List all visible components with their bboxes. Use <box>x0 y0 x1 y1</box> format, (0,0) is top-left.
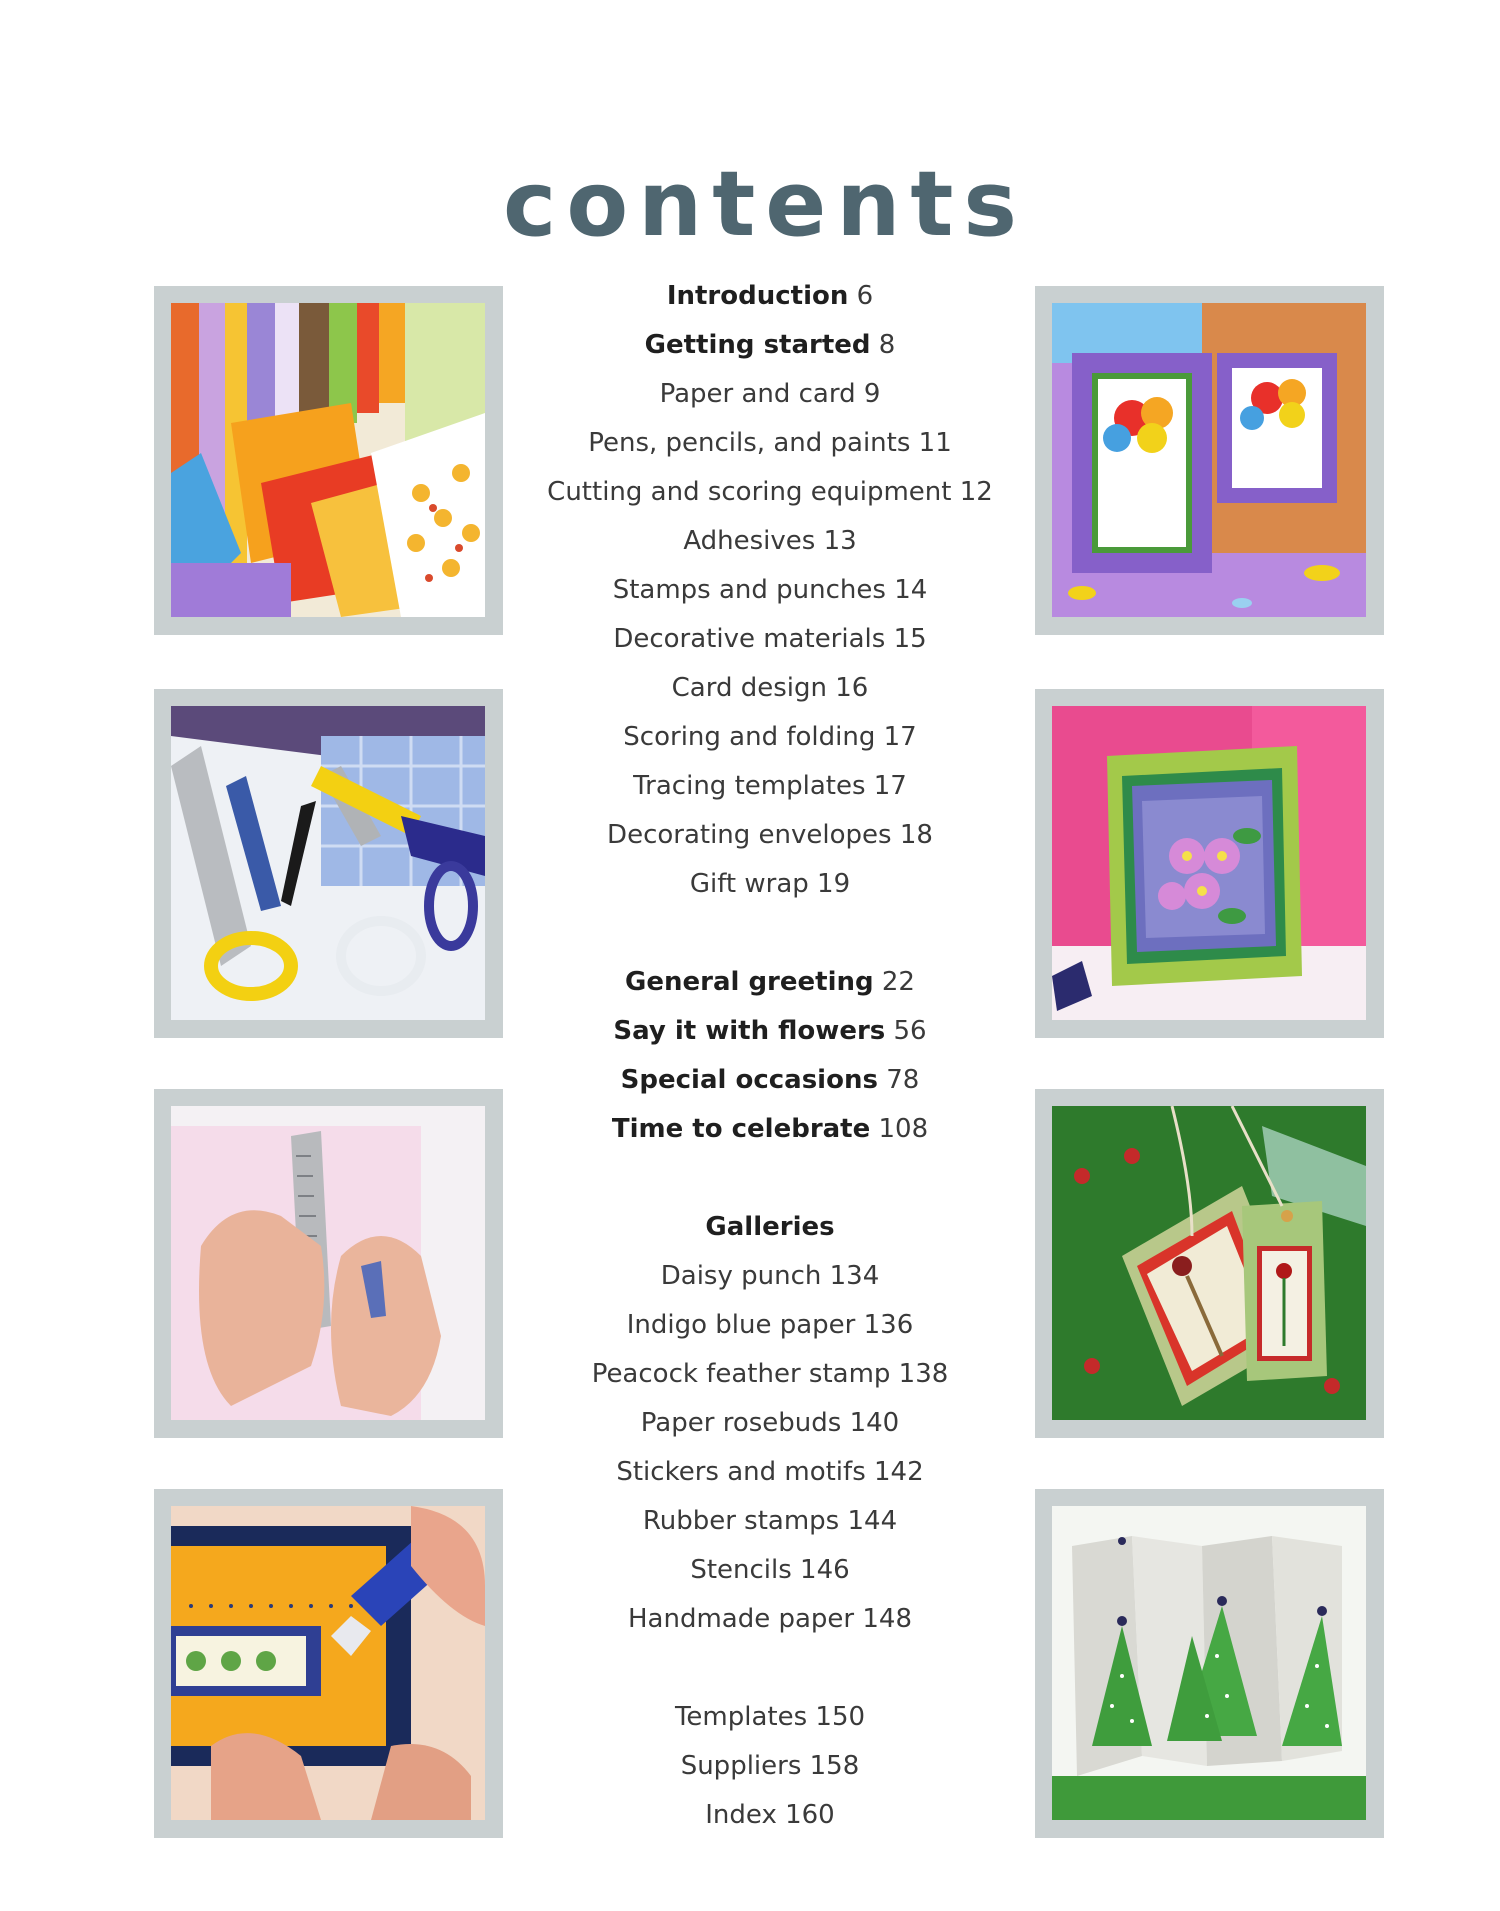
toc-entry-adhesives <box>540 517 1000 566</box>
scoring-hands-image <box>171 1106 485 1420</box>
toc-entry-title: Gift wrap <box>689 869 809 899</box>
toc-entry-page: 56 <box>893 1016 927 1046</box>
toc-entry-page: 144 <box>847 1506 898 1536</box>
toc-entry-page: 9 <box>863 379 881 409</box>
toc-gallery-daisy-punch <box>540 1252 1000 1301</box>
section-gap <box>540 1154 1000 1203</box>
toc-entry-title: Stickers and motifs <box>616 1457 866 1487</box>
toc-entry-title: General greeting <box>625 967 874 997</box>
photo-cutting-tools <box>154 689 503 1038</box>
photo-gluing-card <box>154 1489 503 1838</box>
toc-entry-page: 6 <box>856 281 874 311</box>
toc-entry-page: 22 <box>881 967 915 997</box>
photo-colored-papers <box>154 286 503 635</box>
rose-tags-image <box>1052 1106 1366 1420</box>
toc-entry-introduction <box>540 272 1000 321</box>
galleries-heading: Galleries <box>705 1212 835 1242</box>
toc-gallery-indigo-blue-paper <box>540 1301 1000 1350</box>
photo-balloon-cards <box>1035 286 1384 635</box>
toc-entry-page: 17 <box>883 722 917 752</box>
table-of-contents <box>540 272 1000 1840</box>
toc-entry-title: Peacock feather stamp <box>591 1359 891 1389</box>
toc-entry-page: 12 <box>959 477 993 507</box>
toc-gallery-handmade-paper <box>540 1595 1000 1644</box>
toc-entry-page: 134 <box>829 1261 880 1291</box>
toc-entry-title: Suppliers <box>680 1751 802 1781</box>
section-gap <box>540 1644 1000 1693</box>
toc-back-suppliers <box>540 1742 1000 1791</box>
toc-entry-decorating-envelopes <box>540 811 1000 860</box>
toc-entry-title: Paper rosebuds <box>640 1408 842 1438</box>
toc-entry-title: Introduction <box>666 281 849 311</box>
christmas-tree-card-image <box>1052 1506 1366 1820</box>
toc-entry-title: Tracing templates <box>633 771 866 801</box>
toc-entry-title: Pens, pencils, and paints <box>588 428 911 458</box>
toc-chapter-special-occasions <box>540 1056 1000 1105</box>
toc-entry-title: Daisy punch <box>660 1261 822 1291</box>
toc-entry-title: Templates <box>674 1702 808 1732</box>
toc-entry-title: Getting started <box>644 330 871 360</box>
toc-entry-title: Handmade paper <box>627 1604 855 1634</box>
photo-rose-tags <box>1035 1089 1384 1438</box>
flower-card-image <box>1052 706 1366 1020</box>
toc-entry-page: 146 <box>800 1555 850 1585</box>
toc-entry-page: 148 <box>862 1604 913 1634</box>
toc-back-templates <box>540 1693 1000 1742</box>
colored-papers-image <box>171 303 485 617</box>
toc-entry-page: 17 <box>873 771 907 801</box>
toc-entry-page: 150 <box>815 1702 866 1732</box>
toc-chapter-say-it-with-flowers <box>540 1007 1000 1056</box>
toc-entry-page: 11 <box>918 428 952 458</box>
toc-entry-tracing-templates <box>540 762 1000 811</box>
cutting-tools-image <box>171 706 485 1020</box>
toc-entry-page: 8 <box>878 330 896 360</box>
toc-entry-page: 142 <box>874 1457 924 1487</box>
page-title: contents <box>503 152 1027 258</box>
toc-gallery-rubber-stamps <box>540 1497 1000 1546</box>
toc-entry-page: 158 <box>809 1751 860 1781</box>
toc-entry-page: 13 <box>823 526 857 556</box>
toc-back-index <box>540 1791 1000 1840</box>
photo-christmas-tree-card <box>1035 1489 1384 1838</box>
toc-entry-cutting-scoring <box>540 468 1000 517</box>
toc-entry-title: Decorating envelopes <box>607 820 892 850</box>
toc-entry-title: Card design <box>671 673 827 703</box>
toc-entry-title: Scoring and folding <box>623 722 876 752</box>
toc-gallery-peacock-feather-stamp <box>540 1350 1000 1399</box>
toc-entry-page: 18 <box>899 820 933 850</box>
toc-entry-page: 138 <box>898 1359 949 1389</box>
toc-entry-title: Say it with flowers <box>613 1016 886 1046</box>
toc-entry-scoring-folding <box>540 713 1000 762</box>
toc-entry-decorative-materials <box>540 615 1000 664</box>
toc-entry-page: 78 <box>886 1065 920 1095</box>
toc-entry-page: 14 <box>894 575 928 605</box>
gluing-card-image <box>171 1506 485 1820</box>
toc-entry-title: Paper and card <box>659 379 856 409</box>
toc-entry-stamps-punches <box>540 566 1000 615</box>
balloon-cards-image <box>1052 303 1366 617</box>
toc-entry-title: Stamps and punches <box>612 575 886 605</box>
toc-entry-paper-and-card <box>540 370 1000 419</box>
toc-chapter-time-to-celebrate <box>540 1105 1000 1154</box>
toc-entry-title: Cutting and scoring equipment <box>547 477 952 507</box>
toc-entry-page: 160 <box>785 1800 835 1830</box>
toc-entry-title: Stencils <box>690 1555 792 1585</box>
section-gap <box>540 909 1000 958</box>
photo-flower-card <box>1035 689 1384 1038</box>
toc-entry-page: 140 <box>849 1408 900 1438</box>
toc-galleries-heading <box>540 1203 1000 1252</box>
toc-chapter-general-greeting <box>540 958 1000 1007</box>
toc-gallery-stickers-motifs <box>540 1448 1000 1497</box>
toc-gallery-paper-rosebuds <box>540 1399 1000 1448</box>
toc-entry-page: 136 <box>863 1310 914 1340</box>
toc-entry-title: Index <box>705 1800 777 1830</box>
toc-entry-page: 16 <box>835 673 869 703</box>
toc-entry-title: Time to celebrate <box>611 1114 871 1144</box>
toc-entry-getting-started <box>540 321 1000 370</box>
toc-entry-gift-wrap <box>540 860 1000 909</box>
photo-scoring-hands <box>154 1089 503 1438</box>
toc-entry-page: 19 <box>817 869 851 899</box>
toc-entry-title: Indigo blue paper <box>626 1310 856 1340</box>
toc-entry-page: 108 <box>878 1114 929 1144</box>
toc-entry-title: Decorative materials <box>613 624 886 654</box>
toc-entry-page: 15 <box>893 624 927 654</box>
toc-entry-title: Special occasions <box>620 1065 878 1095</box>
toc-entry-title: Adhesives <box>683 526 816 556</box>
toc-entry-title: Rubber stamps <box>642 1506 840 1536</box>
toc-gallery-stencils <box>540 1546 1000 1595</box>
toc-entry-pens-pencils-paints <box>540 419 1000 468</box>
toc-entry-card-design <box>540 664 1000 713</box>
